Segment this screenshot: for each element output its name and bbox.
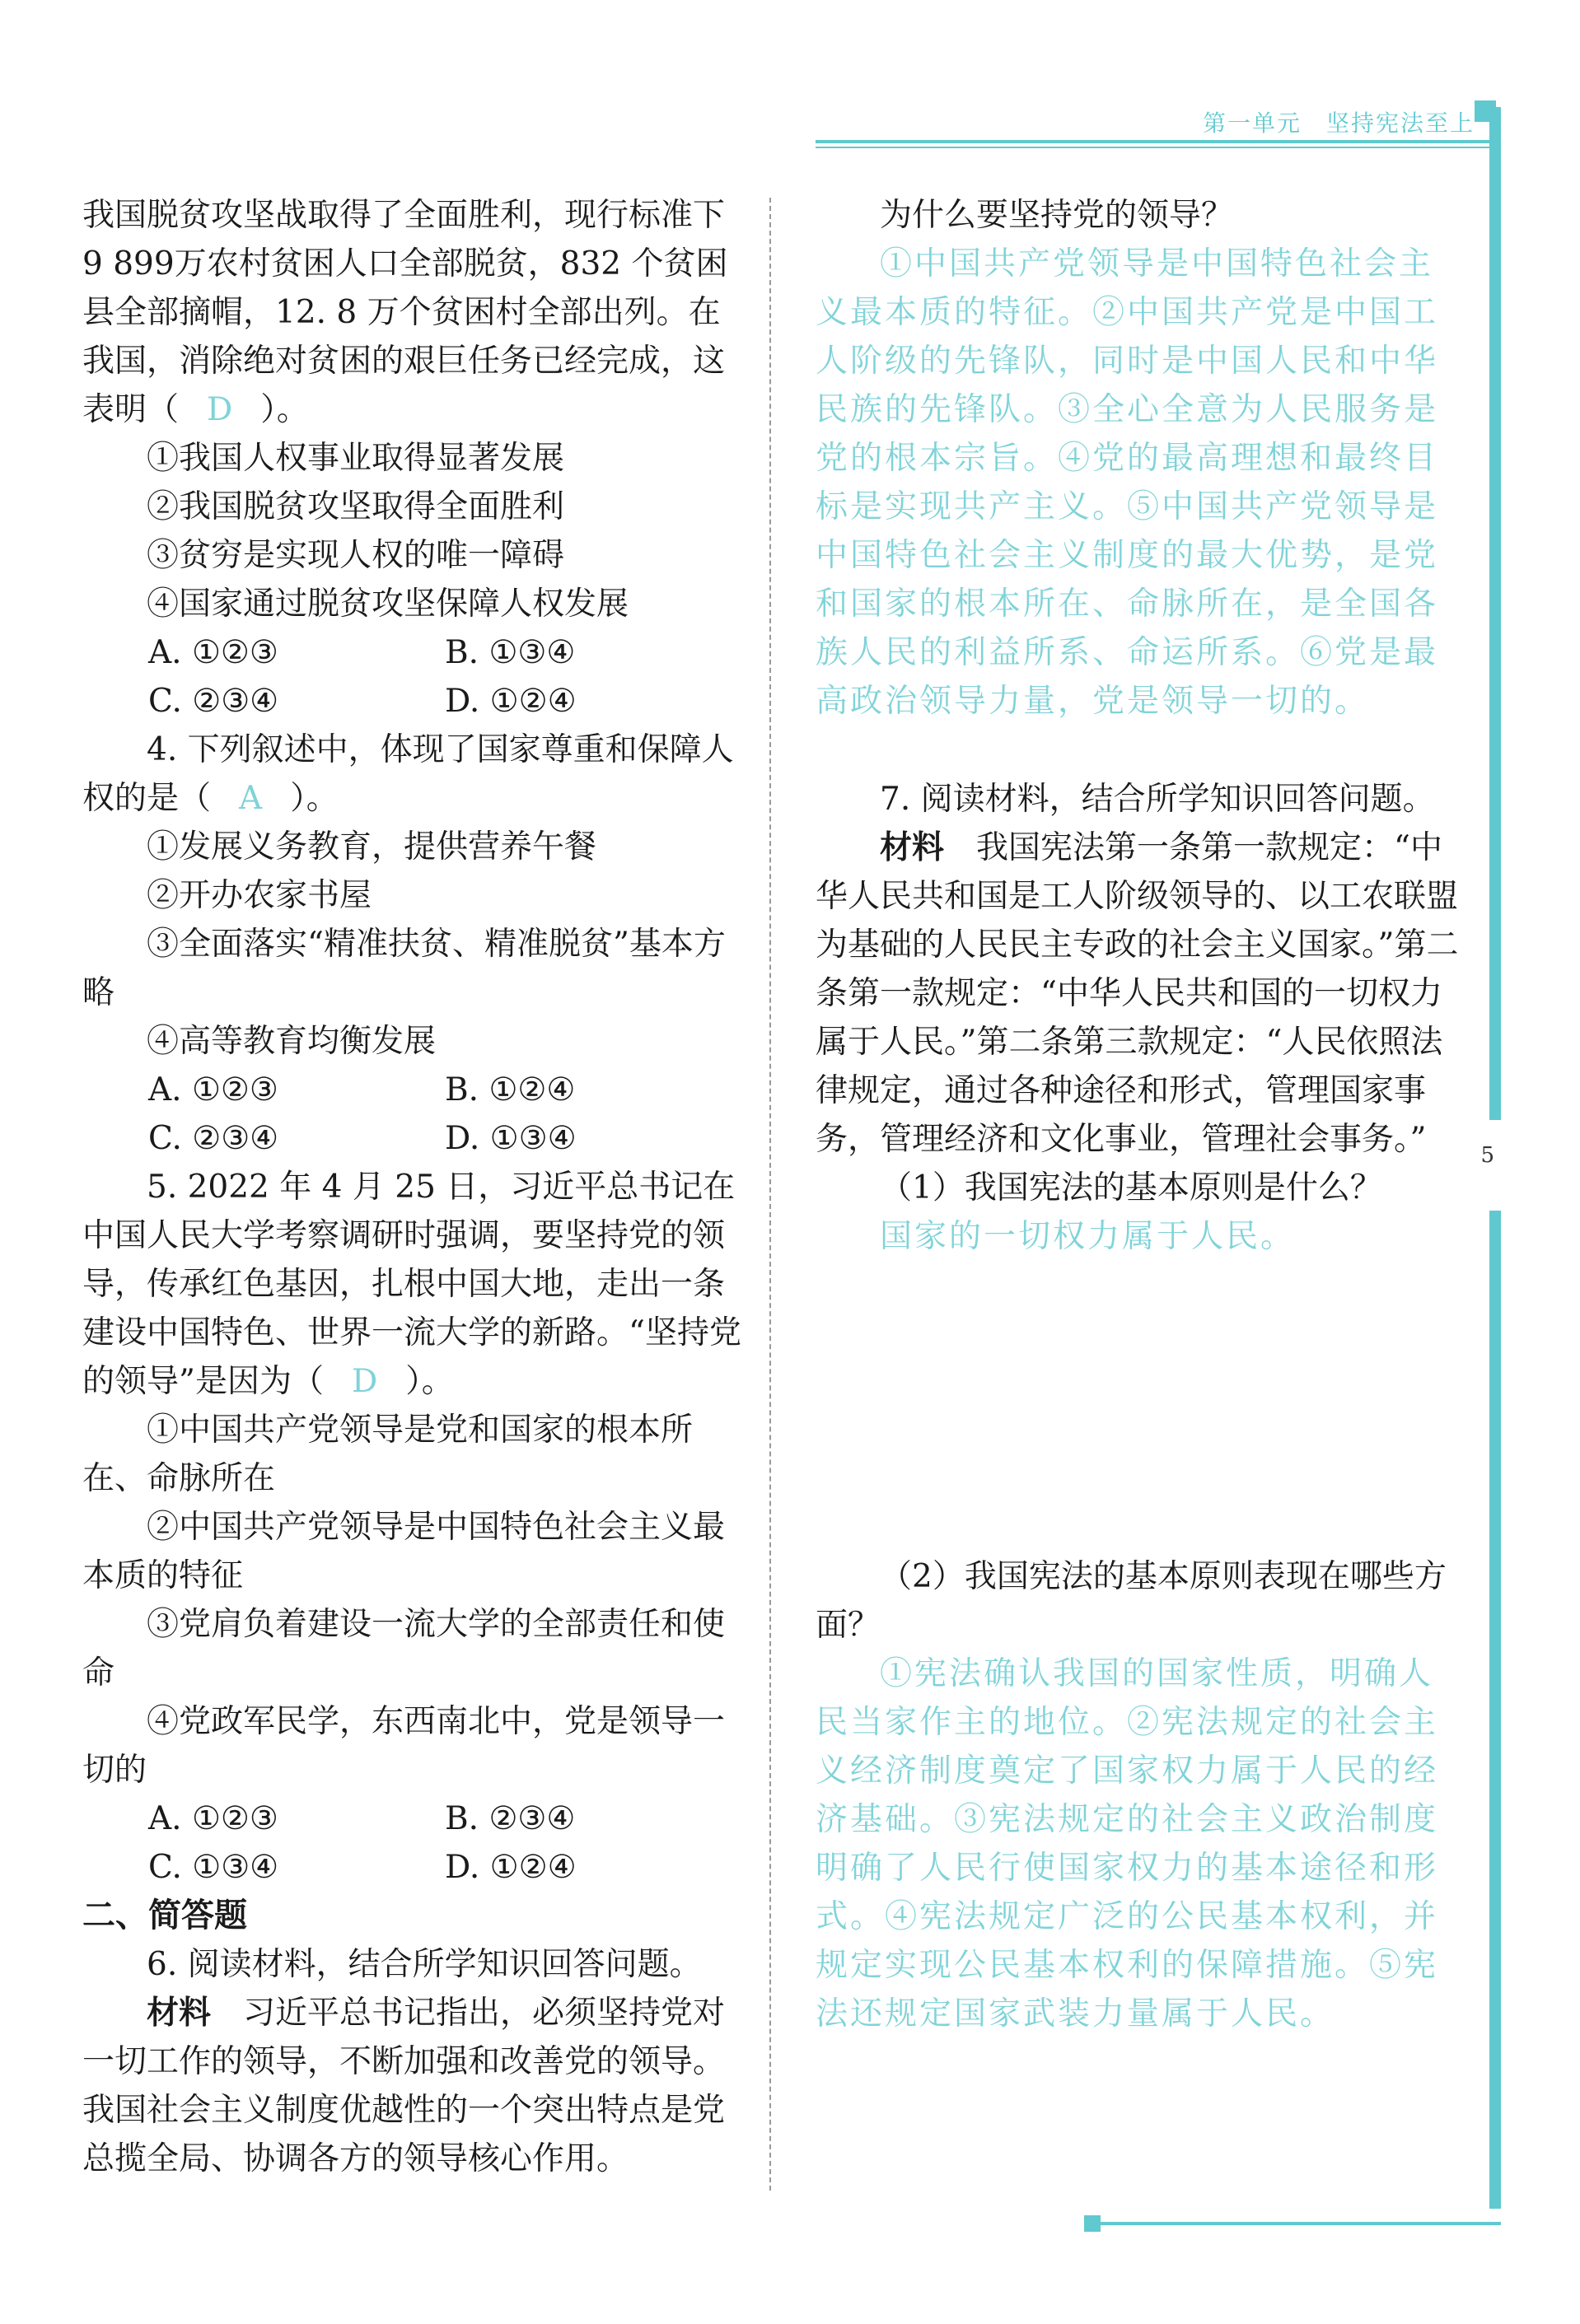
q6-stem: 6. 阅读材料，结合所学知识回答问题。 bbox=[147, 1946, 702, 1983]
q7-sub1: （1）我国宪法的基本原则是什么？ bbox=[880, 1169, 1382, 1206]
q4-options-row bbox=[82, 1066, 741, 1114]
q5-stem: 5. 2022 年 4 月 25 日，习近平总书记在中国人民大学考察调研时强调，要坚持党的领导，传承红色基因，扎根中国大地，走出一条建设中国特色、世界一流大学的新路。“坚持党的领导”是因为（ D ）。 bbox=[82, 1169, 741, 1400]
q4-item: ②开办农家书屋 bbox=[147, 877, 372, 914]
bottom-marker bbox=[1084, 2215, 1101, 2232]
q4-option-d: D. ①③④ bbox=[445, 1120, 577, 1157]
q3-option-d: D. ①②④ bbox=[445, 683, 577, 720]
q5-option-d: D. ①②④ bbox=[445, 1849, 577, 1886]
q7-sub2-answer: ①宪法确认我国的国家性质，明确人民当家作主的地位。②宪法规定的社会主义经济制度奠定了国家权力属于人民的经济基础。③宪法规定的社会主义政治制度明确了人民行使国家权力的基本途径和形式。④宪法规定广泛的公民基本权利，并规定实现公民基本权利的保障措施。⑤宪法还规定国家武装力量属于人民。 bbox=[816, 1655, 1439, 2032]
q4-option-a: A. ①②③ bbox=[148, 1071, 278, 1108]
q4-answer: A bbox=[239, 780, 263, 817]
q5-answer: D bbox=[351, 1363, 378, 1400]
q4-option-c: C. ②③④ bbox=[148, 1120, 279, 1157]
left-column bbox=[82, 191, 741, 2183]
q5-options-row bbox=[82, 1843, 741, 1892]
q6-question: 为什么要坚持党的领导？ bbox=[880, 197, 1234, 234]
q3-item: ④国家通过脱贫攻坚保障人权发展 bbox=[147, 586, 629, 623]
header-rule bbox=[816, 140, 1501, 143]
q7-sub2: （2）我国宪法的基本原则表现在哪些方面？ bbox=[816, 1558, 1447, 1644]
q3-item: ③贫穷是实现人权的唯一障碍 bbox=[147, 537, 565, 574]
q5-item: ②中国共产党领导是中国特色社会主义最本质的特征 bbox=[82, 1509, 726, 1594]
q5-item: ④党政军民学，东西南北中，党是领导一切的 bbox=[82, 1703, 726, 1789]
q4-item: ④高等教育均衡发展 bbox=[147, 1023, 437, 1060]
q3-option-c: C. ②③④ bbox=[148, 683, 279, 720]
q3-item: ①我国人权事业取得显著发展 bbox=[147, 440, 565, 477]
q4-item: ③全面落实“精准扶贫、精准脱贫”基本方略 bbox=[82, 926, 726, 1011]
q5-options-row bbox=[82, 1794, 741, 1843]
section-heading: 二、简答题 bbox=[82, 1897, 247, 1934]
q5-item: ③党肩负着建设一流大学的全部责任和使命 bbox=[82, 1606, 726, 1692]
q3-option-b: B. ①③④ bbox=[445, 634, 576, 671]
q7-material: 材料 我国宪法第一条第一款规定：“中华人民共和国是工人阶级领导的、以工农联盟为基础的人民民主专政的社会主义国家。”第二条第一款规定：“中华人民共和国的一切权力属于人民。”第二条第三款规定：“人民依照法律规定，通过各种途径和形式，管理国家事务，管理经济和文化事业，管理社会事务。” bbox=[816, 828, 1459, 1158]
q7-sub1-answer: 国家的一切权力属于人民。 bbox=[880, 1218, 1296, 1255]
header-rule-thin bbox=[816, 147, 1501, 148]
q3-item: ②我国脱贫攻坚取得全面胜利 bbox=[147, 488, 565, 525]
header-title: 第一单元 坚持宪法至上 bbox=[1202, 110, 1475, 137]
q3-option-a: A. ①②③ bbox=[148, 634, 278, 671]
bottom-rule bbox=[1096, 2222, 1501, 2225]
column-divider bbox=[769, 198, 771, 2191]
q6-answer: ①中国共产党领导是中国特色社会主义最本质的特征。②中国共产党是中国工人阶级的先锋队，同时是中国人民和中华民族的先锋队。③全心全意为人民服务是党的根本宗旨。④党的最高理想和最终目标是实现共产主义。⑤中国共产党领导是中国特色社会主义制度的最大优势，是党和国家的根本所在、命脉所在，是全国各族人民的利益所系、命运所系。⑥党是最高政治领导力量，党是领导一切的。 bbox=[816, 245, 1439, 720]
q7-stem: 7. 阅读材料，结合所学知识回答问题。 bbox=[880, 781, 1435, 818]
q4-options-row bbox=[82, 1114, 741, 1163]
q5-item: ①中国共产党领导是党和国家的根本所在、命脉所在 bbox=[82, 1412, 694, 1497]
q6-material: 材料 习近平总书记指出，必须坚持党对一切工作的领导，不断加强和改善党的领导。我国社会主义制度优越性的一个突出特点是党总揽全局、协调各方的领导核心作用。 bbox=[82, 1994, 726, 2177]
right-column bbox=[816, 191, 1466, 2038]
q3-answer: D bbox=[207, 391, 233, 428]
q4-item: ①发展义务教育，提供营养午餐 bbox=[147, 828, 597, 866]
q3-options-row bbox=[82, 628, 741, 677]
q5-option-a: A. ①②③ bbox=[148, 1800, 278, 1837]
page-number: 5 bbox=[1480, 1143, 1494, 1168]
q3-stem: 我国脱贫攻坚战取得了全面胜利，现行标准下9 899万农村贫困人口全部脱贫，832 个贫困县全部摘帽，12. 8 万个贫困村全部出列。在我国，消除绝对贫困的艰巨任务已经完成，这表明（ D ）。 bbox=[82, 197, 728, 428]
q4-option-b: B. ①②④ bbox=[445, 1071, 576, 1108]
q3-options-row bbox=[82, 677, 741, 726]
q5-option-c: C. ①③④ bbox=[148, 1849, 279, 1886]
q5-option-b: B. ②③④ bbox=[445, 1800, 576, 1837]
q4-stem: 4. 下列叙述中，体现了国家尊重和保障人权的是（ A ）。 bbox=[82, 731, 734, 817]
